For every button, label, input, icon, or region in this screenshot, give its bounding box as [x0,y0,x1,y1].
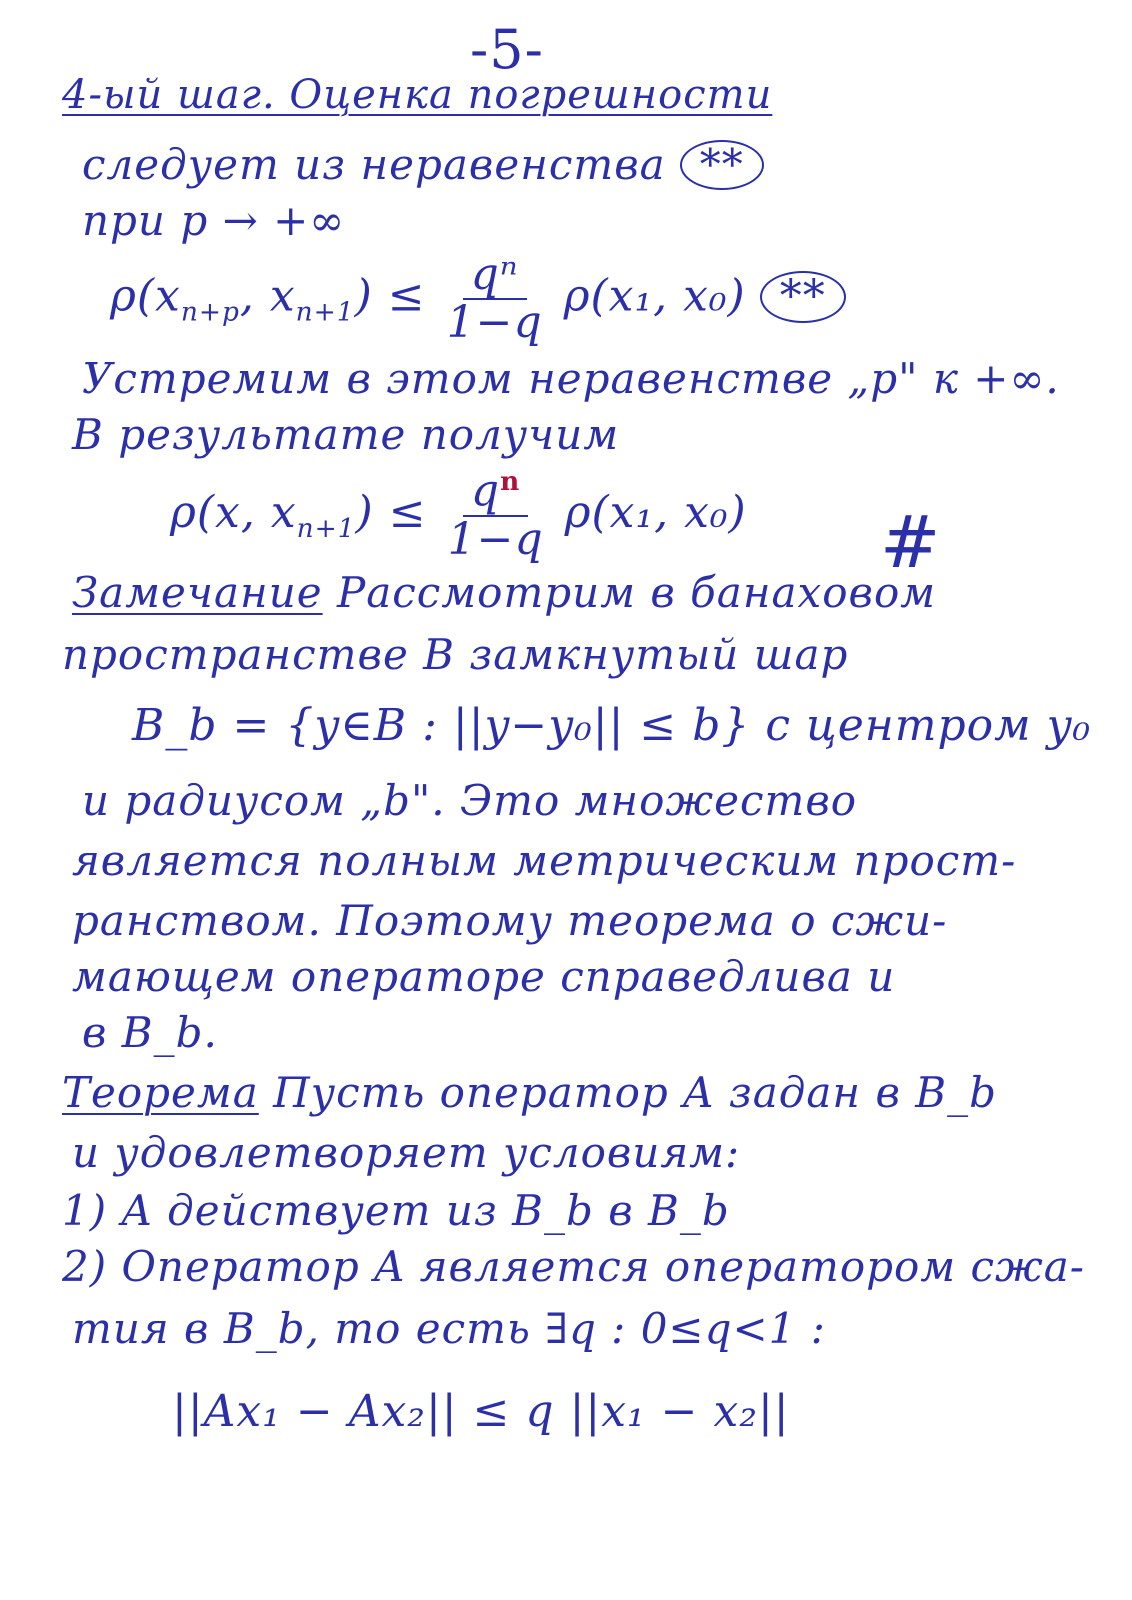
circled-mark-2: ** [760,271,846,323]
formula-rho: ρ(x₁, x₀) [563,270,746,322]
formula-limit-le: ) ≤ [355,487,427,539]
formula-le: ) ≤ [354,270,426,322]
red-exponent: n [500,466,521,497]
formula-estimate [110,249,846,349]
line-19: тия в B_b, то есть ∃q : 0≤q<1 : [72,1304,826,1353]
fraction-limit-numerator [463,465,528,517]
fraction-denominator: 1−q [446,297,543,349]
circled-mark: ** [680,140,764,190]
formula-limit-a: ρ(x, x [170,487,297,539]
formula-limit [170,465,747,565]
remark-text: Рассмотрим в банаховом [336,568,937,617]
line-1 [82,140,764,190]
fraction [446,249,543,349]
condition-1: 1) A действует из B_b в B_b [62,1186,730,1235]
formula-sub-a: n+p [180,296,240,328]
fraction-limit-denominator: 1−q [447,513,544,565]
formula-part-b: , x [239,270,296,322]
remark-line [72,568,936,617]
line-12: ранством. Поэтому теорема о сжи- [72,896,948,945]
line-5: В результате получим [72,410,620,459]
line-14: в B_b. [82,1008,218,1057]
contraction-inequality: ||Ax₁ − Ax₂|| ≤ q ||x₁ − x₂|| [172,1386,790,1437]
line-2: при p → +∞ [82,196,346,245]
line-11: является полным метрическим прост- [72,836,1017,885]
formula-sub-b: n+1 [295,296,355,328]
ball-definition: B_b = {y∈B : ||y−y₀|| ≤ b} с центром y₀ [132,700,1092,751]
line-1-text: следует из неравенства [82,140,666,189]
formula-limit-sub: n+1 [296,512,356,544]
section-heading: 4-ый шаг. Оценка погрешности [62,72,773,118]
theorem-label: Теорема [62,1068,259,1117]
formula-limit-rho: ρ(x₁, x₀) [564,487,747,539]
line-4: Устремим в этом неравенстве „p" к +∞. [82,354,1060,403]
fraction-numerator: qⁿ [463,252,527,300]
line-10: и радиусом „b". Это множество [82,776,858,825]
line-13: мающем операторе справедлива и [72,952,896,1001]
condition-2: 2) Оператор A является оператором сжа- [62,1242,1085,1291]
theorem-line [62,1068,997,1117]
line-8: пространстве B замкнутый шар [62,630,849,679]
page-number: -5- [470,18,544,81]
fraction-limit-q: q [470,465,501,517]
theorem-text: Пусть оператор A задан в B_b [273,1068,997,1117]
line-16: и удовлетворяет условиям: [72,1128,741,1177]
fraction-limit [447,465,544,565]
formula-part-a: ρ(x [110,270,181,322]
remark-label: Замечание [72,568,323,617]
end-of-proof-mark: # [880,500,941,584]
